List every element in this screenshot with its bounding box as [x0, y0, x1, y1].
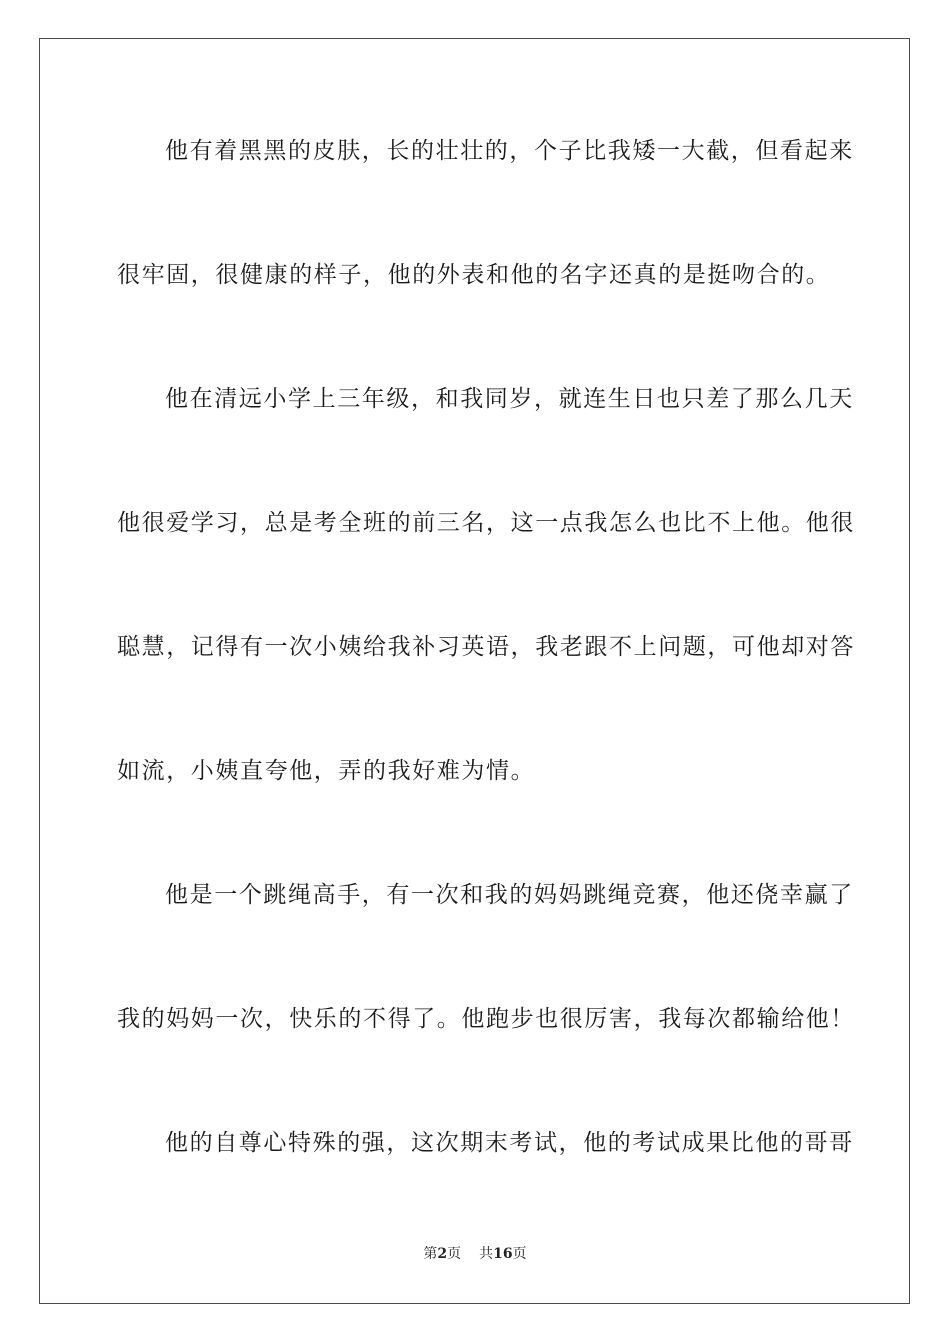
total-prefix: 共 [479, 1246, 494, 1262]
text-line-4: 他很爱学习，总是考全班的前三名，这一点我怎么也比不上他。他很 [117, 510, 855, 536]
page-border [39, 38, 910, 1304]
page-suffix: 页 [447, 1246, 462, 1262]
text-line-5: 聪慧，记得有一次小姨给我补习英语，我老跟不上问题，可他却对答 [117, 634, 855, 660]
page-prefix: 第 [423, 1246, 438, 1262]
page-footer [0, 1245, 950, 1263]
page-number: 2 [437, 1246, 448, 1262]
total-pages: 16 [493, 1246, 513, 1262]
text-line-2: 很牢固，很健康的样子，他的外表和他的名字还真的是挺吻合的。 [117, 262, 831, 288]
total-suffix: 页 [512, 1246, 527, 1262]
text-line-9: 他的自尊心特殊的强，这次期末考试，他的考试成果比他的哥哥 [165, 1130, 854, 1156]
text-line-6: 如流，小姨直夸他，弄的我好难为情。 [117, 758, 536, 784]
text-line-1: 他有着黑黑的皮肤，长的壮壮的，个子比我矮一大截，但看起来 [165, 138, 854, 164]
text-line-8: 我的妈妈一次，快乐的不得了。他跑步也很厉害，我每次都输给他！ [117, 1006, 855, 1032]
text-line-3: 他在清远小学上三年级，和我同岁，就连生日也只差了那么几天 [165, 386, 854, 412]
text-line-7: 他是一个跳绳高手，有一次和我的妈妈跳绳竞赛，他还侥幸赢了 [165, 882, 854, 908]
